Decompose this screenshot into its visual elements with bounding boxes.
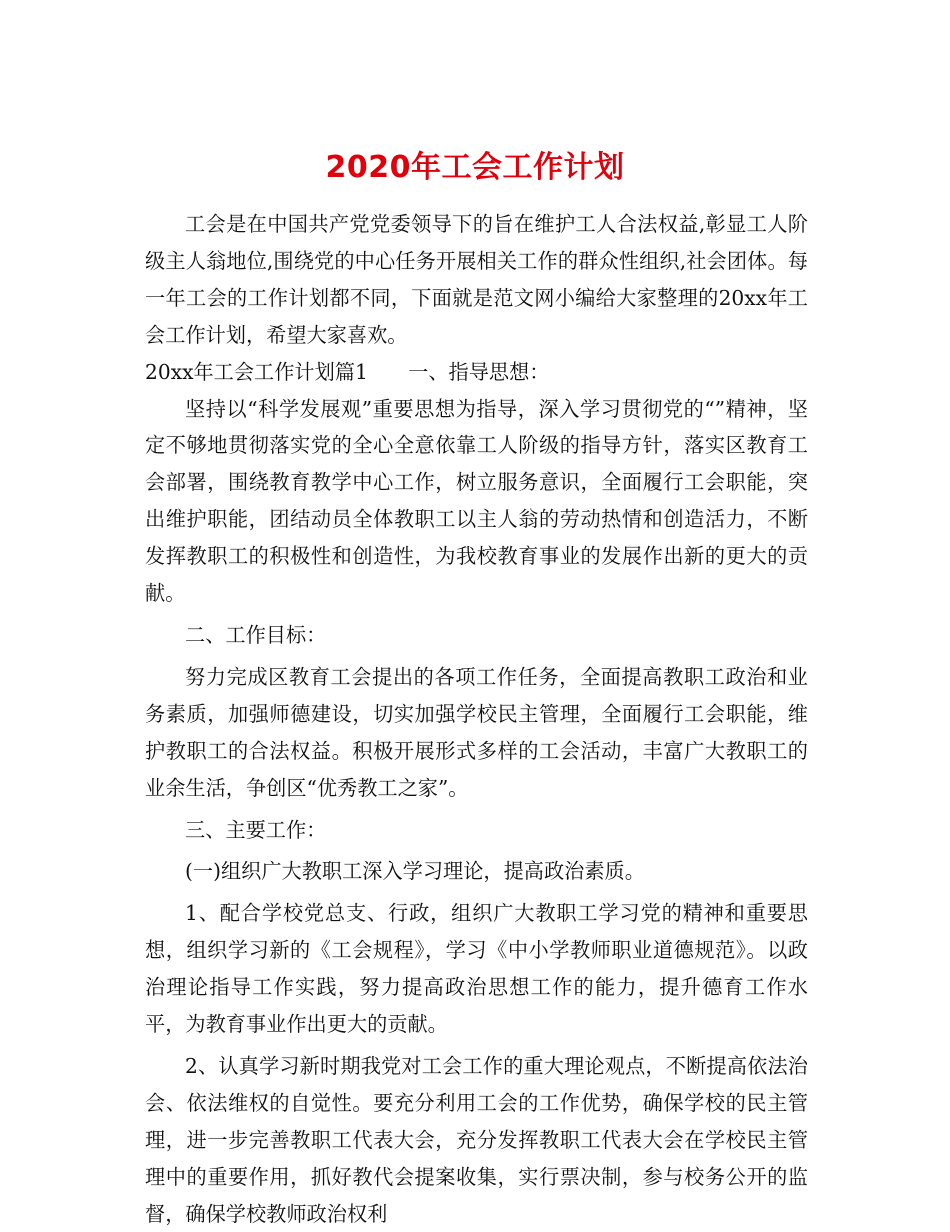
main-work-item-2: 2、认真学习新时期我党对工会工作的重大理论观点，不断提高依法治会、依法维权的自觉性。要充分利用工会的工作优势，确保学校的民主管理，进一步完善教职工代表大会，充分发挥教职工代表大会在学校民主管理中的重要作用，抓好教代会提案收集，实行票决制，参与校务公开的监督，确保学校教师政治权利 — [145, 1053, 808, 1226]
section-heading-main-work: 三、主要工作： — [185, 817, 327, 842]
section-heading-work-goals: 二、工作目标： — [185, 622, 327, 647]
work-goals-paragraph: 努力完成区教育工会提出的各项工作任务，全面提高教职工政治和业务素质，加强师德建设，切实加强学校民主管理，全面履行工会职能，维护教职工的合法权益。积极开展形式多样的工会活动，丰富广大教职工的业余生活，争创区“优秀教工之家”。 — [145, 664, 808, 800]
main-work-item-1: 1、配合学校党总支、行政，组织广大教职工学习党的精神和重要思想，组织学习新的《工会规程》，学习《中小学教师职业道德规范》。以政治理论指导工作实践，努力提高政治思想工作的能力，提升德育工作水平，为教育事业作出更大的贡献。 — [145, 901, 808, 1037]
document-body — [145, 206, 808, 1232]
document-title: 2020年工会工作计划 — [325, 150, 625, 186]
guiding-thought-paragraph: 坚持以“科学发展观”重要思想为指导，深入学习贯彻党的“”精神，坚定不够地贯彻落实党的全心全意依靠工人阶级的指导方针，落实区教育工会部署，围绕教育教学中心工作，树立服务意识，全面履行工会职能，突出维护职能，团结动员全体教职工以主人翁的劳动热情和创造活力，不断发挥教职工的积极性和创造性，为我校教育事业的发展作出新的更大的贡献。 — [145, 396, 808, 606]
intro-paragraph: 工会是在中国共产党党委领导下的旨在维护工人合法权益,彰显工人阶级主人翁地位,围绕党的中心任务开展相关工作的群众性组织,社会团体。每一年工会的工作计划都不同，下面就是范文网小编给大家整理的20xx年工会工作计划，希望大家喜欢。 — [145, 212, 808, 347]
main-work-subheading-1: (一)组织广大教职工深入学习理论，提高政治素质。 — [185, 859, 645, 884]
section-heading-guiding-thought: 20xx年工会工作计划篇1 一、指导思想： — [145, 359, 550, 384]
